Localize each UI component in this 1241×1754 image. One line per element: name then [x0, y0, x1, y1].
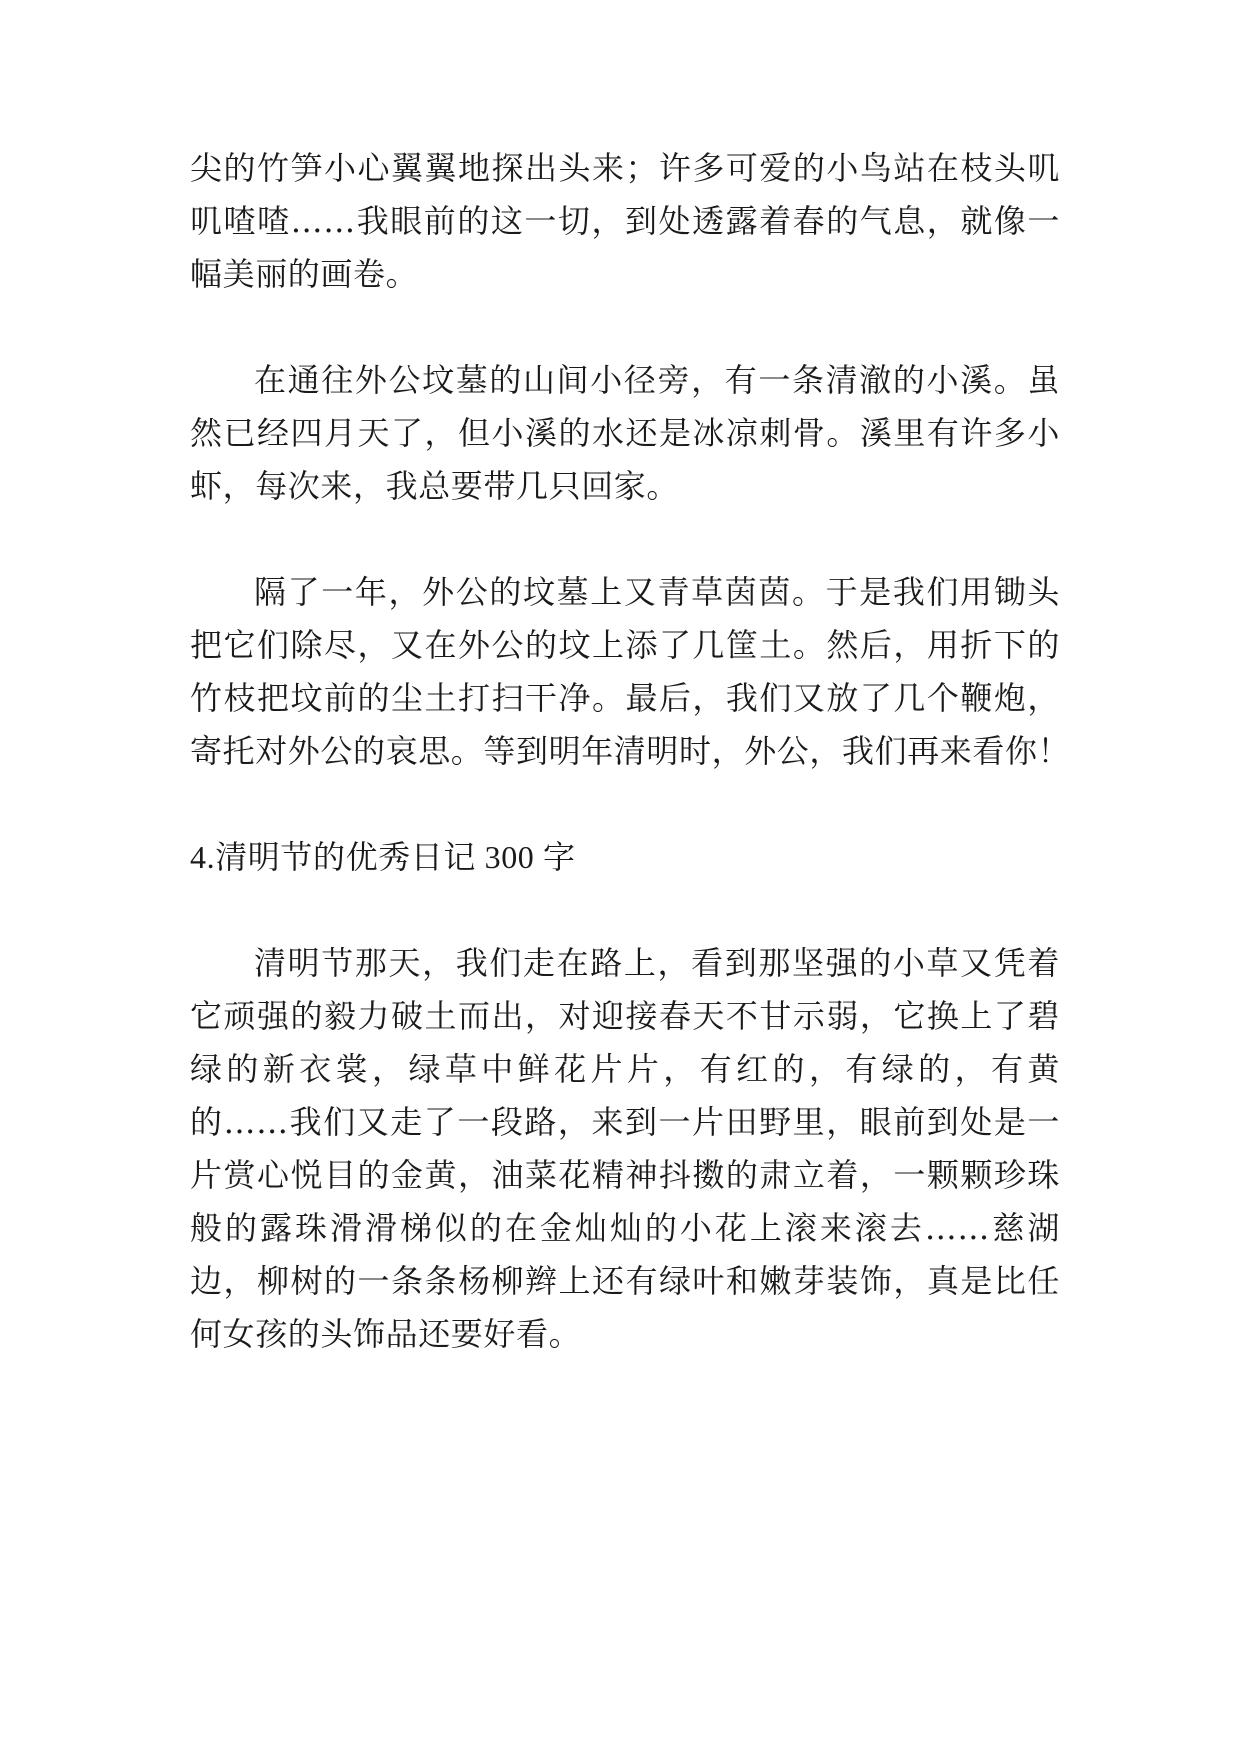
- paragraph-line: 它顽强的毅力破土而出，对迎接春天不甘示弱，它换上了碧: [190, 997, 1060, 1035]
- paragraph-line: 在通往外公坟墓的山间小径旁，有一条清澈的小溪。虽: [254, 361, 1060, 399]
- paragraph-line: 叽喳喳……我眼前的这一切，到处透露着春的气息，就像一: [190, 202, 1060, 240]
- paragraph-line: 竹枝把坟前的尘土打扫干净。最后，我们又放了几个鞭炮，: [190, 679, 1060, 717]
- paragraph-line: 片赏心悦目的金黄，油菜花精神抖擞的肃立着，一颗颗珍珠: [190, 1156, 1060, 1194]
- paragraph-line: 然已经四月天了，但小溪的水还是冰凉刺骨。溪里有许多小: [190, 414, 1060, 452]
- paragraph-line: 幅美丽的画卷。: [190, 255, 419, 293]
- paragraph-line: 把它们除尽，又在外公的坟上添了几筐土。然后，用折下的: [190, 626, 1060, 664]
- paragraph-line: 隔了一年，外公的坟墓上又青草茵茵。于是我们用锄头: [254, 573, 1060, 611]
- section-heading: 4.清明节的优秀日记 300 字: [190, 839, 576, 875]
- paragraph-line: 何女孩的头饰品还要好看。: [190, 1315, 582, 1353]
- paragraph-line: 清明节那天，我们走在路上，看到那坚强的小草又凭着: [254, 944, 1060, 982]
- paragraph-line: 般的露珠滑滑梯似的在金灿灿的小花上滚来滚去……慈湖: [190, 1209, 1060, 1247]
- paragraph-line: 虾，每次来，我总要带几只回家。: [190, 467, 680, 505]
- paragraph-line: 尖的竹笋小心翼翼地探出头来；许多可爱的小鸟站在枝头叽: [190, 149, 1060, 187]
- paragraph-line: 的……我们又走了一段路，来到一片田野里，眼前到处是一: [190, 1103, 1060, 1141]
- paragraph-line: 绿的新衣裳，绿草中鲜花片片，有红的，有绿的，有黄: [190, 1050, 1060, 1088]
- paragraph-line: 边，柳树的一条条杨柳辫上还有绿叶和嫩芽装饰，真是比任: [190, 1262, 1060, 1300]
- paragraph-line: 寄托对外公的哀思。等到明年清明时，外公，我们再来看你！: [190, 732, 1071, 770]
